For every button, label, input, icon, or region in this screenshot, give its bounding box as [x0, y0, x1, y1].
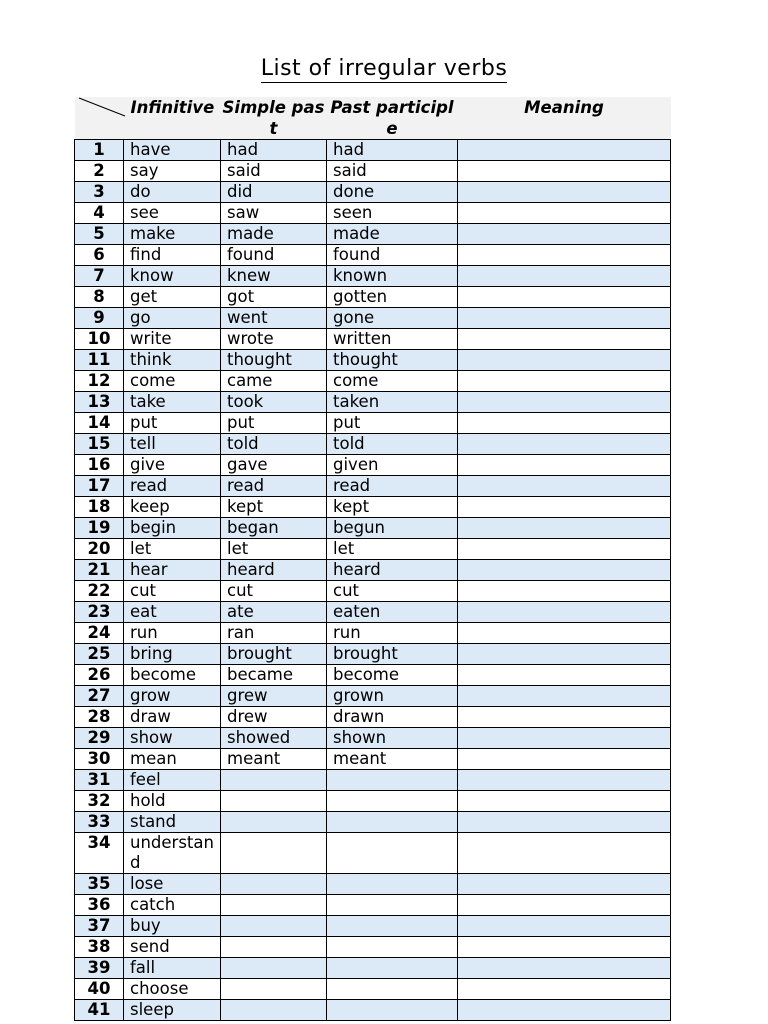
past-participle-cell [327, 916, 458, 937]
infinitive-cell: think [124, 350, 221, 371]
meaning-cell [458, 308, 671, 329]
row-number: 18 [75, 497, 124, 518]
infinitive-cell: eat [124, 602, 221, 623]
meaning-cell [458, 791, 671, 812]
meaning-cell [458, 707, 671, 728]
simple-past-cell: got [221, 287, 327, 308]
row-number: 38 [75, 937, 124, 958]
row-number: 39 [75, 958, 124, 979]
infinitive-cell: know [124, 266, 221, 287]
meaning-cell [458, 539, 671, 560]
meaning-cell [458, 1000, 671, 1021]
row-number: 27 [75, 686, 124, 707]
meaning-cell [458, 329, 671, 350]
simple-past-cell: grew [221, 686, 327, 707]
header-meaning: Meaning [458, 97, 671, 140]
table-row [75, 1000, 671, 1021]
header-simple-past: Simple past [221, 97, 327, 140]
infinitive-cell: lose [124, 874, 221, 895]
meaning-cell [458, 371, 671, 392]
row-number: 29 [75, 728, 124, 749]
infinitive-cell: tell [124, 434, 221, 455]
table-row [75, 560, 671, 581]
row-number: 23 [75, 602, 124, 623]
simple-past-cell: put [221, 413, 327, 434]
infinitive-cell: choose [124, 979, 221, 1000]
meaning-cell [458, 623, 671, 644]
past-participle-cell: grown [327, 686, 458, 707]
simple-past-cell: brought [221, 644, 327, 665]
table-row [75, 308, 671, 329]
past-participle-cell [327, 895, 458, 916]
meaning-cell [458, 287, 671, 308]
simple-past-cell [221, 791, 327, 812]
simple-past-cell: heard [221, 560, 327, 581]
row-number: 33 [75, 812, 124, 833]
table-row [75, 707, 671, 728]
past-participle-cell: shown [327, 728, 458, 749]
row-number: 20 [75, 539, 124, 560]
meaning-cell [458, 518, 671, 539]
infinitive-cell: hold [124, 791, 221, 812]
past-participle-cell: meant [327, 749, 458, 770]
past-participle-cell: begun [327, 518, 458, 539]
simple-past-cell: saw [221, 203, 327, 224]
infinitive-cell: begin [124, 518, 221, 539]
meaning-cell [458, 497, 671, 518]
table-row [75, 392, 671, 413]
row-number: 1 [75, 140, 124, 161]
past-participle-cell [327, 791, 458, 812]
meaning-cell [458, 728, 671, 749]
table-row [75, 895, 671, 916]
meaning-cell [458, 350, 671, 371]
table-row [75, 728, 671, 749]
infinitive-cell: cut [124, 581, 221, 602]
table-row [75, 937, 671, 958]
table-row [75, 476, 671, 497]
past-participle-cell: done [327, 182, 458, 203]
infinitive-cell: go [124, 308, 221, 329]
table-row [75, 916, 671, 937]
past-participle-cell: heard [327, 560, 458, 581]
simple-past-cell: showed [221, 728, 327, 749]
simple-past-cell [221, 958, 327, 979]
simple-past-cell: came [221, 371, 327, 392]
row-number: 6 [75, 245, 124, 266]
meaning-cell [458, 644, 671, 665]
meaning-cell [458, 770, 671, 791]
simple-past-cell: read [221, 476, 327, 497]
meaning-cell [458, 686, 671, 707]
simple-past-cell: wrote [221, 329, 327, 350]
table-row [75, 329, 671, 350]
table-row [75, 770, 671, 791]
row-number: 16 [75, 455, 124, 476]
table-row [75, 833, 671, 874]
page-title [0, 56, 768, 81]
meaning-cell [458, 665, 671, 686]
row-number: 11 [75, 350, 124, 371]
row-number: 13 [75, 392, 124, 413]
meaning-cell [458, 560, 671, 581]
row-number: 14 [75, 413, 124, 434]
past-participle-cell: found [327, 245, 458, 266]
table-row [75, 245, 671, 266]
simple-past-cell: meant [221, 749, 327, 770]
simple-past-cell: did [221, 182, 327, 203]
simple-past-cell [221, 812, 327, 833]
infinitive-cell: get [124, 287, 221, 308]
simple-past-cell: became [221, 665, 327, 686]
past-participle-cell: eaten [327, 602, 458, 623]
past-participle-cell: drawn [327, 707, 458, 728]
meaning-cell [458, 602, 671, 623]
infinitive-cell: fall [124, 958, 221, 979]
table-row [75, 686, 671, 707]
row-number: 24 [75, 623, 124, 644]
meaning-cell [458, 916, 671, 937]
meaning-cell [458, 455, 671, 476]
past-participle-cell: known [327, 266, 458, 287]
header-past-participle: Past participle [327, 97, 458, 140]
simple-past-cell: took [221, 392, 327, 413]
table-row [75, 182, 671, 203]
past-participle-cell: read [327, 476, 458, 497]
infinitive-cell: mean [124, 749, 221, 770]
table-row [75, 266, 671, 287]
past-participle-cell: had [327, 140, 458, 161]
simple-past-cell: knew [221, 266, 327, 287]
row-number: 8 [75, 287, 124, 308]
table-row [75, 203, 671, 224]
past-participle-cell: become [327, 665, 458, 686]
header-corner-cell [75, 97, 124, 140]
meaning-cell [458, 392, 671, 413]
row-number: 35 [75, 874, 124, 895]
simple-past-cell [221, 895, 327, 916]
simple-past-cell [221, 979, 327, 1000]
simple-past-cell [221, 833, 327, 874]
row-number: 31 [75, 770, 124, 791]
infinitive-cell: become [124, 665, 221, 686]
past-participle-cell: come [327, 371, 458, 392]
infinitive-cell: see [124, 203, 221, 224]
simple-past-cell [221, 916, 327, 937]
past-participle-cell: put [327, 413, 458, 434]
meaning-cell [458, 413, 671, 434]
simple-past-cell: gave [221, 455, 327, 476]
infinitive-cell: run [124, 623, 221, 644]
past-participle-cell: said [327, 161, 458, 182]
infinitive-cell: buy [124, 916, 221, 937]
row-number: 19 [75, 518, 124, 539]
meaning-cell [458, 581, 671, 602]
meaning-cell [458, 749, 671, 770]
row-number: 9 [75, 308, 124, 329]
infinitive-cell: come [124, 371, 221, 392]
infinitive-cell: take [124, 392, 221, 413]
infinitive-cell: read [124, 476, 221, 497]
table-row [75, 874, 671, 895]
past-participle-cell: gone [327, 308, 458, 329]
past-participle-cell: brought [327, 644, 458, 665]
infinitive-cell: show [124, 728, 221, 749]
meaning-cell [458, 958, 671, 979]
meaning-cell [458, 476, 671, 497]
infinitive-cell: catch [124, 895, 221, 916]
table-row [75, 350, 671, 371]
simple-past-cell [221, 874, 327, 895]
table-row [75, 413, 671, 434]
row-number: 36 [75, 895, 124, 916]
past-participle-cell [327, 979, 458, 1000]
past-participle-cell: made [327, 224, 458, 245]
simple-past-cell: drew [221, 707, 327, 728]
table-row [75, 958, 671, 979]
table-row [75, 539, 671, 560]
simple-past-cell: made [221, 224, 327, 245]
row-number: 22 [75, 581, 124, 602]
table-row [75, 979, 671, 1000]
past-participle-cell [327, 770, 458, 791]
table-row [75, 602, 671, 623]
infinitive-cell: draw [124, 707, 221, 728]
simple-past-cell: went [221, 308, 327, 329]
page-title-text: List of irregular verbs [260, 56, 508, 81]
table-row [75, 161, 671, 182]
infinitive-cell: hear [124, 560, 221, 581]
infinitive-cell: have [124, 140, 221, 161]
simple-past-cell: said [221, 161, 327, 182]
infinitive-cell: make [124, 224, 221, 245]
table-row [75, 791, 671, 812]
table-row [75, 287, 671, 308]
table-row [75, 497, 671, 518]
table-row [75, 749, 671, 770]
row-number: 34 [75, 833, 124, 874]
table-row [75, 665, 671, 686]
infinitive-cell: give [124, 455, 221, 476]
row-number: 5 [75, 224, 124, 245]
simple-past-cell [221, 770, 327, 791]
simple-past-cell: told [221, 434, 327, 455]
simple-past-cell: let [221, 539, 327, 560]
past-participle-cell: thought [327, 350, 458, 371]
infinitive-cell: do [124, 182, 221, 203]
infinitive-cell: grow [124, 686, 221, 707]
table-row [75, 581, 671, 602]
row-number: 2 [75, 161, 124, 182]
simple-past-cell [221, 937, 327, 958]
simple-past-cell [221, 1000, 327, 1021]
simple-past-cell: kept [221, 497, 327, 518]
infinitive-cell: stand [124, 812, 221, 833]
past-participle-cell: run [327, 623, 458, 644]
past-participle-cell: gotten [327, 287, 458, 308]
row-number: 40 [75, 979, 124, 1000]
infinitive-cell: put [124, 413, 221, 434]
row-number: 32 [75, 791, 124, 812]
infinitive-cell: find [124, 245, 221, 266]
past-participle-cell [327, 958, 458, 979]
meaning-cell [458, 182, 671, 203]
infinitive-cell: let [124, 539, 221, 560]
row-number: 41 [75, 1000, 124, 1021]
table-row [75, 371, 671, 392]
simple-past-cell: began [221, 518, 327, 539]
irregular-verbs-table [74, 97, 671, 1021]
row-number: 21 [75, 560, 124, 581]
table-header-row [75, 97, 671, 140]
infinitive-cell: sleep [124, 1000, 221, 1021]
row-number: 3 [75, 182, 124, 203]
past-participle-cell [327, 812, 458, 833]
meaning-cell [458, 895, 671, 916]
past-participle-cell: given [327, 455, 458, 476]
meaning-cell [458, 266, 671, 287]
past-participle-cell [327, 874, 458, 895]
meaning-cell [458, 979, 671, 1000]
simple-past-cell: thought [221, 350, 327, 371]
infinitive-cell: bring [124, 644, 221, 665]
table-row [75, 644, 671, 665]
header-infinitive: Infinitive [124, 97, 221, 140]
infinitive-cell: feel [124, 770, 221, 791]
past-participle-cell: let [327, 539, 458, 560]
past-participle-cell [327, 1000, 458, 1021]
past-participle-cell: cut [327, 581, 458, 602]
meaning-cell [458, 937, 671, 958]
row-number: 30 [75, 749, 124, 770]
diagonal-divider [75, 97, 127, 117]
table-row [75, 140, 671, 161]
row-number: 12 [75, 371, 124, 392]
row-number: 25 [75, 644, 124, 665]
meaning-cell [458, 434, 671, 455]
meaning-cell [458, 812, 671, 833]
simple-past-cell: cut [221, 581, 327, 602]
past-participle-cell: taken [327, 392, 458, 413]
infinitive-cell: say [124, 161, 221, 182]
simple-past-cell: ate [221, 602, 327, 623]
meaning-cell [458, 161, 671, 182]
past-participle-cell [327, 937, 458, 958]
simple-past-cell: had [221, 140, 327, 161]
past-participle-cell: written [327, 329, 458, 350]
past-participle-cell: kept [327, 497, 458, 518]
infinitive-cell: understand [124, 833, 221, 874]
meaning-cell [458, 140, 671, 161]
table-row [75, 434, 671, 455]
meaning-cell [458, 874, 671, 895]
infinitive-cell: write [124, 329, 221, 350]
past-participle-cell [327, 833, 458, 874]
row-number: 26 [75, 665, 124, 686]
meaning-cell [458, 224, 671, 245]
row-number: 7 [75, 266, 124, 287]
simple-past-cell: found [221, 245, 327, 266]
past-participle-cell: told [327, 434, 458, 455]
row-number: 15 [75, 434, 124, 455]
meaning-cell [458, 203, 671, 224]
meaning-cell [458, 833, 671, 874]
row-number: 4 [75, 203, 124, 224]
verb-rows [75, 140, 671, 1021]
table-row [75, 518, 671, 539]
table-row [75, 455, 671, 476]
row-number: 10 [75, 329, 124, 350]
row-number: 28 [75, 707, 124, 728]
table-row [75, 812, 671, 833]
table-row [75, 224, 671, 245]
row-number: 17 [75, 476, 124, 497]
row-number: 37 [75, 916, 124, 937]
table-row [75, 623, 671, 644]
meaning-cell [458, 245, 671, 266]
infinitive-cell: send [124, 937, 221, 958]
infinitive-cell: keep [124, 497, 221, 518]
past-participle-cell: seen [327, 203, 458, 224]
simple-past-cell: ran [221, 623, 327, 644]
